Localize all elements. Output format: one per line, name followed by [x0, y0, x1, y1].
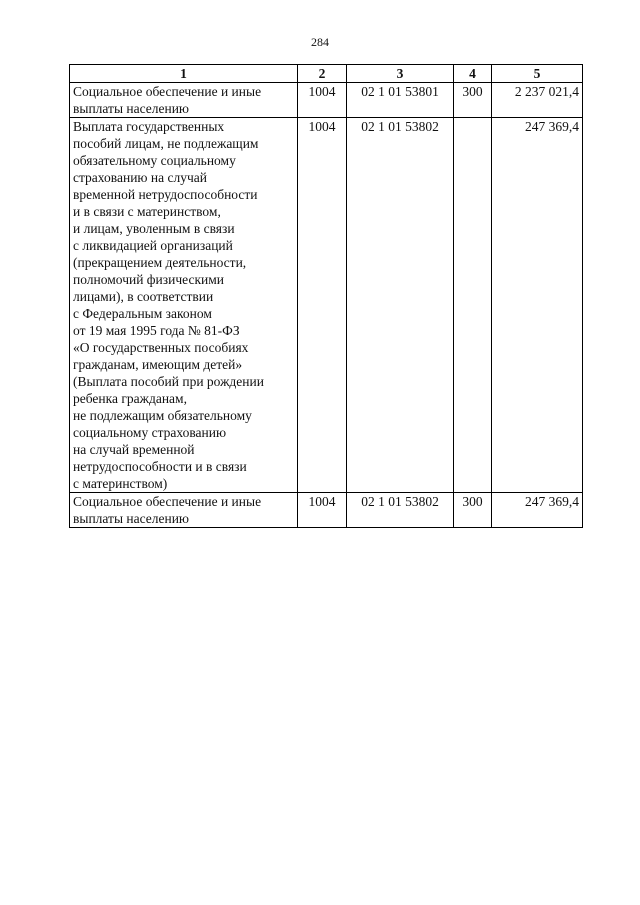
row-type-cell: 300: [454, 493, 492, 528]
column-header-1: 1: [70, 65, 298, 83]
row-code-cell: 02 1 01 53802: [347, 493, 454, 528]
row-section-cell: 1004: [298, 118, 347, 493]
row-section-cell: 1004: [298, 493, 347, 528]
row-sum-cell: 247 369,4: [492, 118, 583, 493]
row-code-cell: 02 1 01 53802: [347, 118, 454, 493]
row-code-cell: 02 1 01 53801: [347, 83, 454, 118]
row-name-cell: Социальное обеспечение и иные выплаты населению: [70, 83, 298, 118]
row-section-cell: 1004: [298, 83, 347, 118]
row-type-cell: [454, 118, 492, 493]
table-row: [70, 83, 583, 118]
column-header-4: 4: [454, 65, 492, 83]
row-name-cell: Социальное обеспечение и иные выплаты населению: [70, 493, 298, 528]
column-header-3: 3: [347, 65, 454, 83]
table-row: [70, 118, 583, 493]
table-header-row: [70, 65, 583, 83]
row-type-cell: 300: [454, 83, 492, 118]
table-row: [70, 493, 583, 528]
row-sum-cell: 247 369,4: [492, 493, 583, 528]
column-header-2: 2: [298, 65, 347, 83]
budget-table: [69, 64, 583, 528]
column-header-5: 5: [492, 65, 583, 83]
row-sum-cell: 2 237 021,4: [492, 83, 583, 118]
row-name-cell: Выплата государственных пособий лицам, не подлежащим обязательному социальному страхованию на случай временной нетрудоспособности и в связи с материнством, и лицам, уволенным в связи с ликвидацией организаций (прекращением деятельности, полномочий физическими лицами), в соответствии с Федеральным законом от 19 мая 1995 года № 81-ФЗ «О государственных пособиях гражданам, имеющим детей» (Выплата пособий при рождении ребенка гражданам, не подлежащим обязательному социальному страхованию на случай временной нетрудоспособности и в связи с материнством): [70, 118, 298, 493]
page-number: 284: [311, 35, 329, 49]
